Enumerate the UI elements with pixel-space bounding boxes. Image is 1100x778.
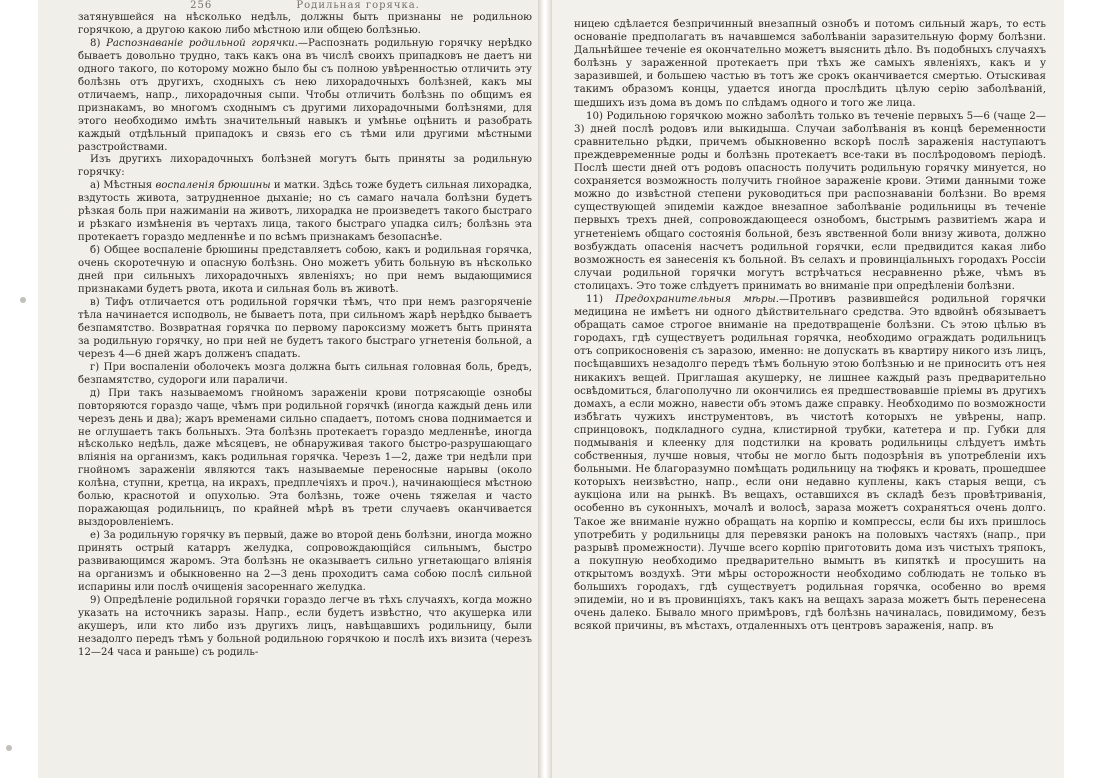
page-speck: [20, 297, 26, 303]
page-speck: [6, 745, 12, 751]
left-page: [38, 0, 538, 778]
paragraph: [78, 38, 532, 155]
paragraph: [78, 362, 532, 388]
paragraph-text: е) За родильную горячку въ первый, даже во второй день болѣзни, иногда можно принять острый катарръ желудка, сопровождающійся сильнымъ, быстро развивающимся жаромъ. Эта болѣзнь не оказываетъ сильно угнетающаго вліянія на организмъ и обыкновенно на 2—3 день проходитъ сама собою послѣ сильной испарины или послѣ очищенія засореннаго желудка.: [78, 530, 532, 593]
paragraph-text: 10) Родильною горячкою можно заболѣть только въ теченіе первыхъ 5—6 (чаще 2—3) дней послѣ родовъ или выкидыша. Случаи заболѣванія въ концѣ беременности сравнительно рѣдки, причемъ обыкновенно вскорѣ послѣ зараженія наступаютъ преждевременные роды и болѣзнь протекаетъ все-таки въ послѣродовомъ періодѣ. Послѣ шести дней отъ родовъ опасность получить родильную горячку минуется, но сохраняется возможность получить гнойное зараженіе крови. Этими данными тоже можно до извѣстной степени руководиться при распознаваніи болѣзни. Во время существующей эпидеміи каждое внезапное заболѣваніе родильницы въ теченіе первыхъ трехъ дней, сопровождающееся ознобомъ, быстрымъ развитіемъ жара и угнетеніемъ общаго состоянія больной, безъ явственной боли внизу живота, должно возбуждать опасенія насчетъ родильной горячки, если предвидится какая либо возможность ея занесенія къ больной. Въ селахъ и провинціальныхъ городахъ Россіи случаи родильной горячки могутъ встрѣчаться несравненно рѣже, чѣмъ въ столицахъ. Это тоже слѣдуетъ принимать во вниманіе при опредѣленіи болѣзни.: [574, 109, 1046, 292]
paragraph: [78, 297, 532, 362]
header-title: Родильная горячка.: [296, 0, 420, 11]
paragraph: [78, 12, 532, 38]
paragraph-text: —Распознать родильную горячку нерѣдко бываетъ довольно трудно, такъ какъ она въ числѣ своихъ припадковъ не даетъ ни одного такого, по которому можно было бы съ полною увѣренностью отличить эту болѣзнь отъ другихъ, сходныхъ съ нею лихорадочныхъ болѣзней, какъ мы отличаемъ, напр., лихорадочныя сыпи. Чтобы отличить болѣзнь по общимъ ея признакамъ, во многомъ сходнымъ съ другими лихорадочными болѣзнями, для этого необходимо имѣть значительный навыкъ и умѣнье оцѣнить и разобрать каждый отдѣльный припадокъ и связь его съ тѣми или другими мѣстными разстройствами.: [78, 37, 532, 153]
paragraph-text: Изъ другихъ лихорадочныхъ болѣзней могутъ быть приняты за родильную горячку:: [78, 154, 532, 179]
italic-heading: воспаленія брюшины: [155, 180, 271, 192]
running-header: [78, 0, 532, 12]
paragraph-text: в) Тифъ отличается отъ родильной горячки тѣмъ, что при немъ разгоряченіе тѣла начинается исподволь, не бываетъ пота, при сильномъ жарѣ нерѣдко бываетъ безпамятство. Возвратная горячка по первому пароксизму можетъ быть принята за родильную горячку, но при ней не будетъ такого быстраго угнетенія больной, а черезъ 4—6 дней жаръ долженъ спадать.: [78, 296, 532, 360]
paragraph: [574, 18, 1046, 110]
paragraph-text: 9) Опредѣленіе родильной горячки гораздо легче въ тѣхъ случаяхъ, когда можно указать на источникъ заразы. Напр., если будетъ извѣстно, что акушерка или акушеръ, или кто либо изъ другихъ лицъ, навѣщавшихъ родильницу, были незадолго передъ тѣмъ у больной родильною горячкою и послѣ ихъ визита (черезъ 12—24 часа и раньше) съ родиль-: [78, 594, 532, 658]
paragraph: [78, 595, 532, 660]
right-page: [552, 0, 1064, 778]
paragraph: [574, 293, 1046, 633]
paragraph-text: ницею сдѣлается безпричинный внезапный ознобъ и потомъ сильный жаръ, то есть основаніе предполагать въ начавшемся заболѣваніи заразительную форму болѣзни. Дальнѣйшее теченіе ея окончательно можетъ выяснить дѣло. Въ подобныхъ случаяхъ болѣзнь у зараженной протекаетъ при тѣхъ же самыхъ явленіяхъ, какъ и у заразившей, и большею частью въ тотъ же срокъ оканчивается смертью. Отыскивая такимъ образомъ концы, удается иногда прослѣдить цѣлую серію заболѣваній, шедшихъ изъ дома въ домъ по слѣдамъ одного и того же лица.: [574, 18, 1046, 109]
paragraph-text: б) Общее воспаленіе брюшины представляетъ собою, какъ и родильная горячка, очень скоротечную и опасную болѣзнь. Оно можетъ убить больную въ нѣсколько дней при сильныхъ лихорадочныхъ явленіяхъ; но при немъ выдающимися признаками будетъ рвота, икота и сильная боль въ животѣ.: [78, 245, 532, 296]
left-page-body: [78, 12, 532, 660]
paragraph: [78, 388, 532, 530]
paragraph: [78, 180, 532, 245]
paragraph-lead: 11): [586, 292, 616, 305]
paragraph-lead: 8): [90, 37, 107, 49]
paragraph-text: д) При такъ называемомъ гнойномъ зараженіи крови потрясающіе ознобы повторяются гораздо чаще, чѣмъ при родильной горячкѣ (иногда каждый день или черезъ день и два); жаръ временами сильно спадаетъ, потомъ снова поднимается и не оглушаетъ такъ больныхъ. Эта болѣзнь протекаетъ гораздо медленнѣе, иногда нѣсколько недѣль, даже мѣсяцевъ, не обнаруживая такого быстро-разрушающаго вліянія на организмъ, какъ родильная горячка. Черезъ 1—2, даже три недѣли при гнойномъ зараженіи являются такъ называемые переносные нарывы (около колѣна, ступни, кретца, на икрахъ, предплечіяхъ и проч.), начинающіеся мѣстною болью, краснотой и опухолью. Эта болѣзнь, тоже очень тяжелая и часто поражающая родильницъ, по крайней мѣрѣ въ трети случаевъ оканчивается выздоровленіемъ.: [78, 387, 532, 529]
italic-heading: Распознаваніе родильной горячки.: [106, 37, 298, 49]
paragraph-lead: а) Мѣстныя: [90, 180, 156, 192]
right-page-body: [574, 18, 1046, 633]
paragraph-text: затянувшейся на нѣсколько недѣль, должны быть признаны не родильною горячкою, а другою какою либо мѣстною или общею болѣзнью.: [78, 12, 532, 36]
page-number: 256: [190, 0, 213, 11]
paragraph: [78, 245, 532, 297]
paragraph: [78, 530, 532, 595]
paragraph: [78, 154, 532, 180]
italic-heading: Предохранительныя мѣры.: [615, 292, 779, 305]
paragraph-text: г) При воспаленіи оболочекъ мозга должна быть сильная головная боль, бредъ, безпамятство, судороги или параличи.: [78, 361, 532, 386]
paragraph-text: —Противъ развившейся родильной горячки медицина не имѣетъ ни одного дѣйствительнаго средства. Это вдвойнѣ обязываетъ обращать самое строгое вниманіе на предотвращеніе болѣзни. Съ этою цѣлью въ городахъ, гдѣ существуетъ родильная горячка, необходимо ограждать родильницъ отъ соприкосновенія съ заразою, именно: не допускать въ квартиру никого изъ лицъ, посѣщавшихъ незадолго передъ тѣмъ больную этою болѣзнью и не приносить отъ нея никакихъ вещей. Приглашая акушерку, не лишнее каждый разъ предварительно освѣдомиться, благополучно ли окончились ея предшествовавшіе пріемы въ другихъ домахъ, а если можно, навести объ этомъ даже справку. Необходимо по возможности избѣгать чужихъ инструментовъ, въ чистотѣ которыхъ не увѣрены, напр. спринцовокъ, подкладного судна, клистирной трубки, катетера и пр. Губки для подмыванія и клеенку для подстилки на кровать родильницы слѣдуетъ имѣть собственныя, лучше новыя, чтобы не могло быть подозрѣнія въ употребленіи ихъ больными. Не благоразумно помѣщать родильницу на тюфякъ и кровать, прошедшее которыхъ неизвѣстно, напр., если они недавно куплены, какъ старыя вещи, съ аукціона или на рынкѣ. Въ вещахъ, оставшихся въ складѣ безъ провѣтриванія, особенно въ суконныхъ, мочалѣ и волосѣ, зараза можетъ сохраняться очень долго. Такое же вниманіе нужно обращать на корпію и компрессы, если бы ихъ пришлось употребить у родильницы для перевязки ранокъ на половыхъ частяхъ (напр., при разрывѣ промежности). Лучше всего корпію приготовить дома изъ чистыхъ тряпокъ, а покупную необходимо предварительно вымыть въ кипяткѣ и просушить на открытомъ воздухѣ. Эти мѣры осторожности необходимо соблюдать не только въ большихъ городахъ, гдѣ существуетъ родильная горячка, особенно во время эпидеміи, но и въ провинціяхъ, такъ какъ на вещахъ зараза можетъ быть перенесена очень далеко. Бывало много примѣровъ, гдѣ болѣзнь начиналась, повидимому, безъ всякой причины, въ мѣстахъ, отдаленныхъ отъ центровъ зараженія, напр. въ: [574, 292, 1046, 633]
book-gutter: [538, 0, 552, 778]
paragraph: [574, 110, 1046, 293]
paragraph-text: и матки. Здѣсь тоже будетъ сильная лихорадка, вздутость живота, затрудненное дыханіе; но съ самаго начала болѣзни будетъ рѣзкая боль при нажиманіи на животъ, лихорадка не произведетъ такого быстраго и рѣзкаго измѣненія въ чертахъ лица, такого быстраго упадка силъ; болѣзнь эта протекаетъ гораздо медленнѣе и по всѣмъ признакамъ безопаснѣе.: [78, 180, 532, 244]
